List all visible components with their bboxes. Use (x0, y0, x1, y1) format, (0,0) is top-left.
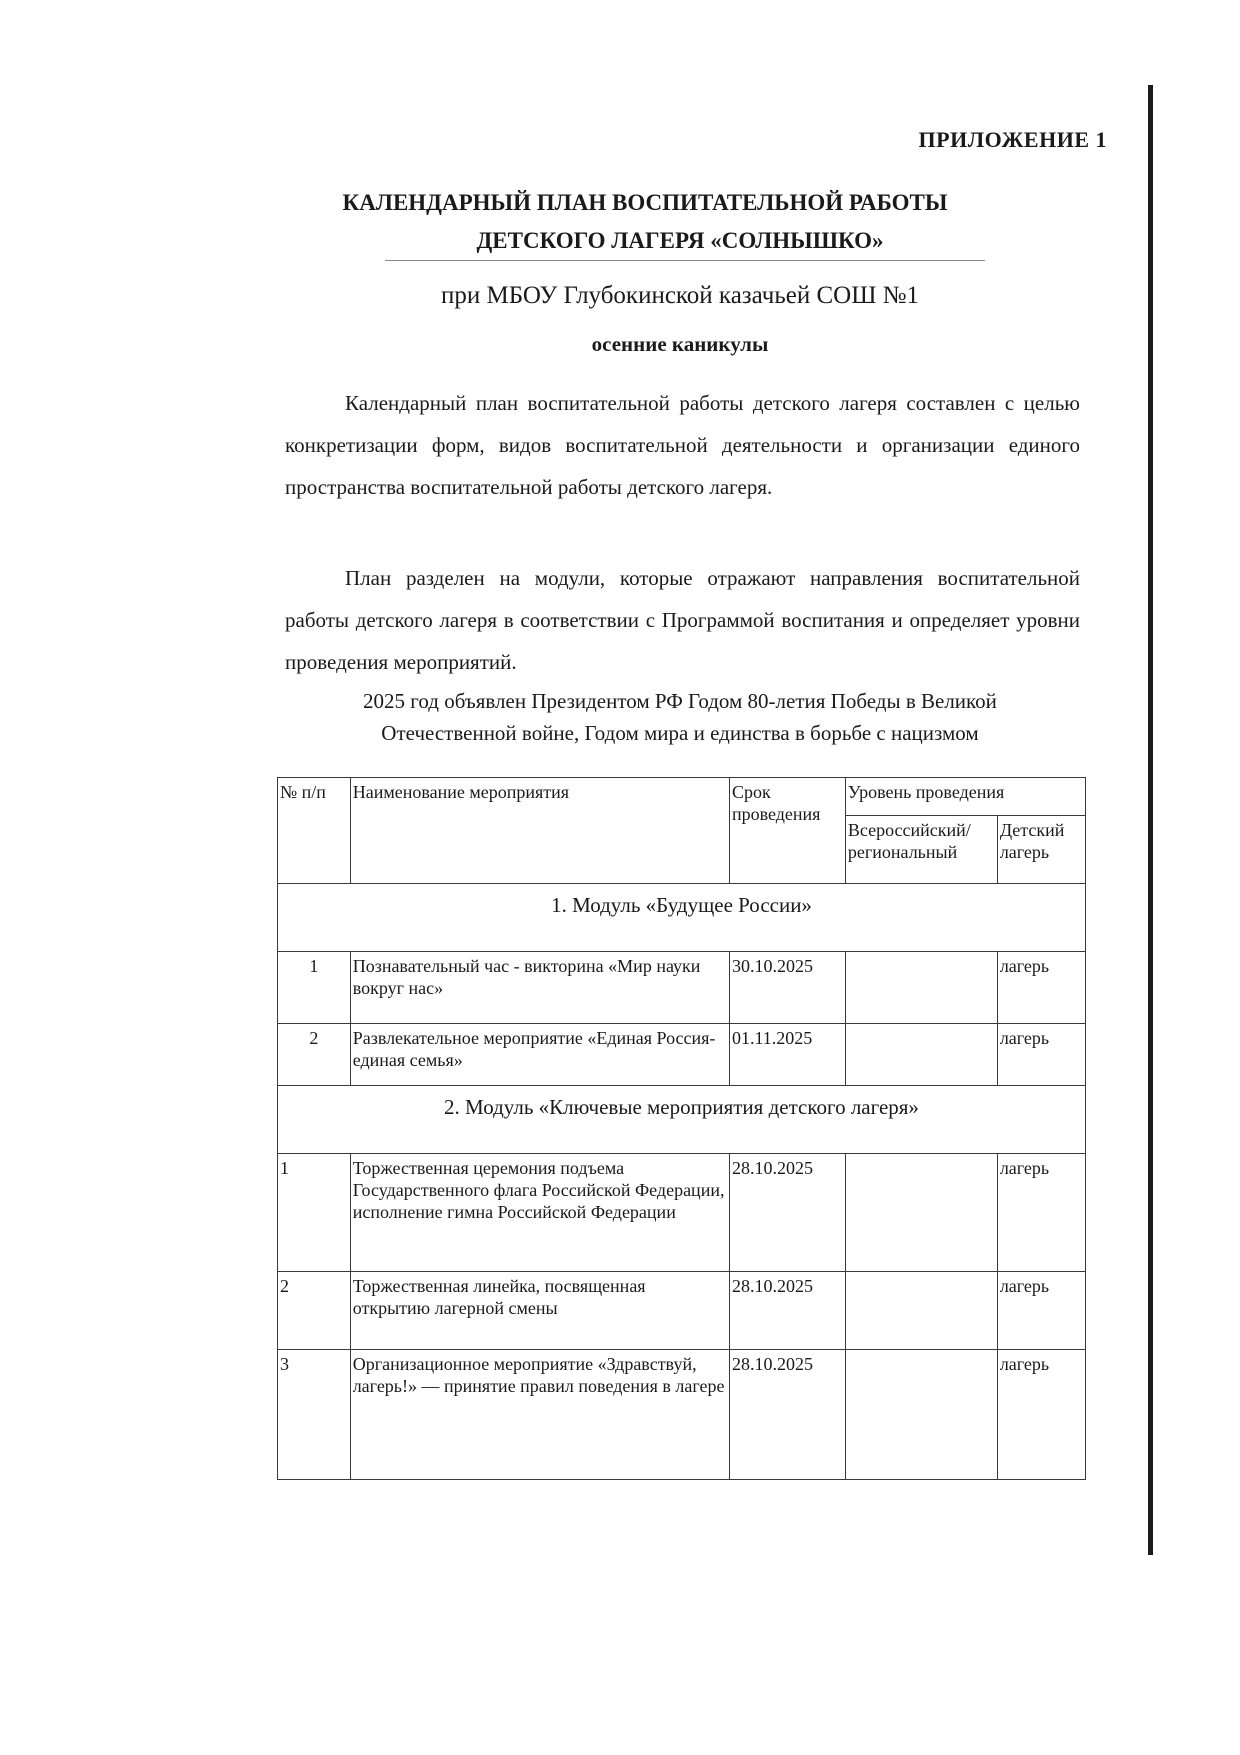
season-label: осенние каникулы (591, 332, 769, 356)
row-level-all (845, 1024, 997, 1086)
header-level-all: Всероссийский/ региональный (845, 816, 997, 884)
module-title: 2. Модуль «Ключевые мероприятия детского лагеря» (278, 1086, 1086, 1154)
row-num: 1 (278, 1154, 351, 1272)
row-level-all (845, 1154, 997, 1272)
row-level-camp: лагерь (997, 1154, 1085, 1272)
table-row (278, 1272, 1086, 1350)
year-announcement-line2: Отечественной войне, Годом мира и единства в борьбе с нацизмом (381, 721, 979, 745)
header-name: Наименование мероприятия (350, 778, 729, 884)
row-name: Развлекательное мероприятие «Единая Россия- единая семья» (350, 1024, 729, 1086)
row-name: Познавательный час - викторина «Мир науки вокруг нас» (350, 952, 729, 1024)
row-level-camp: лагерь (997, 1272, 1085, 1350)
title-underline (385, 260, 985, 261)
school-name: при МБОУ Глубокинской казачьей СОШ №1 (440, 282, 920, 309)
row-level-camp: лагерь (997, 1350, 1085, 1480)
table-row (278, 952, 1086, 1024)
module-row (278, 884, 1086, 952)
row-num: 3 (278, 1350, 351, 1480)
row-name: Торжественная линейка, посвященная открытию лагерной смены (350, 1272, 729, 1350)
appendix-label: ПРИЛОЖЕНИЕ 1 (918, 127, 1107, 152)
table-row (278, 1154, 1086, 1272)
row-date: 30.10.2025 (729, 952, 845, 1024)
row-date: 01.11.2025 (729, 1024, 845, 1086)
row-level-camp: лагерь (997, 952, 1085, 1024)
module-title: 1. Модуль «Будущее России» (278, 884, 1086, 952)
row-num: 2 (278, 1272, 351, 1350)
row-date: 28.10.2025 (729, 1272, 845, 1350)
row-level-all (845, 1350, 997, 1480)
document-title-line2: ДЕТСКОГО ЛАГЕРЯ «СОЛНЫШКО» (476, 228, 884, 253)
header-level-camp: Детский лагерь (997, 816, 1085, 884)
plan-table (277, 777, 1086, 1480)
header-num: № п/п (278, 778, 351, 884)
header-level: Уровень проведения (845, 778, 1085, 816)
module-row (278, 1086, 1086, 1154)
header-date: Срок проведения (729, 778, 845, 884)
intro-paragraph-2: План разделен на модули, которые отражают направления воспитательной работы детского лагеря в соответствии с Программой воспитания и определяет уровни проведения мероприятий. (285, 566, 1080, 674)
year-announcement-line1: 2025 год объявлен Президентом РФ Годом 80-летия Победы в Великой (363, 689, 997, 713)
document-title-line1: КАЛЕНДАРНЫЙ ПЛАН ВОСПИТАТЕЛЬНОЙ РАБОТЫ (342, 190, 948, 215)
row-num: 2 (278, 1024, 351, 1086)
table-row (278, 1024, 1086, 1086)
intro-paragraph-1: Календарный план воспитательной работы детского лагеря составлен с целью конкретизации форм, видов воспитательной деятельности и организации единого пространства воспитательной работы детского лагеря. (285, 391, 1080, 499)
row-name: Торжественная церемония подъема Государственного флага Российской Федерации, исполнение гимна Российской Федерации (350, 1154, 729, 1272)
row-level-all (845, 1272, 997, 1350)
year-announcement (260, 685, 1100, 749)
row-date: 28.10.2025 (729, 1350, 845, 1480)
row-date: 28.10.2025 (729, 1154, 845, 1272)
row-level-camp: лагерь (997, 1024, 1085, 1086)
row-level-all (845, 952, 997, 1024)
row-name: Организационное мероприятие «Здравствуй, лагерь!» — принятие правил поведения в лагере (350, 1350, 729, 1480)
table-row (278, 1350, 1086, 1480)
row-num: 1 (278, 952, 351, 1024)
